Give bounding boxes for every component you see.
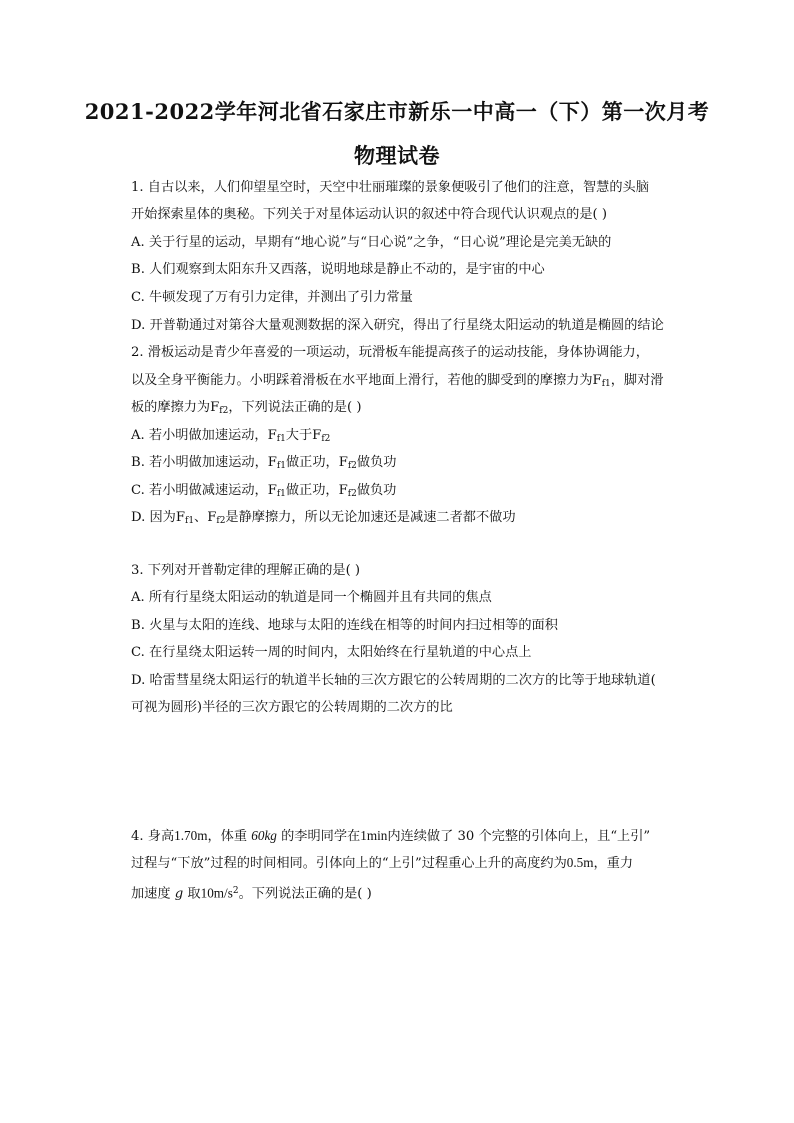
q2-option-a: A. 若小明做加速运动，$F_{f1}$大于$F_{f2}$ (131, 428, 331, 445)
q4-stem-line1: 4. 身高1.70m，体重 60kg 的李明同学在1min内连续做了 30 个完整的引体向上，且“上引” (131, 828, 651, 844)
q3-option-c: C. 在行星绕太阳运转一周的时间内，太阳始终在行星轨道的中心点上 (131, 645, 532, 660)
q2-stem-line1: 2. 滑板运动是青少年喜爱的一项运动，玩滑板车能提高孩子的运动技能，身体协调能力， (131, 345, 649, 360)
q3-stem: 3. 下列对开普勒定律的理解正确的是( ) (131, 563, 361, 578)
q1-stem-line1: 1. 自古以来，人们仰望星空时，天空中壮丽璀璨的景象便吸引了他们的注意，智慧的头脑 (131, 180, 649, 195)
q3-option-d-line2: 可视为圆形)半径的三次方跟它的公转周期的二次方的比 (131, 700, 453, 715)
q3-option-b: B. 火星与太阳的连线、地球与太阳的连线在相等的时间内扫过相等的面积 (131, 618, 558, 633)
q1-option-b: B. 人们观察到太阳东升又西落，说明地球是静止不动的，是宇宙的中心 (131, 262, 545, 277)
q3-option-d-line1: D. 哈雷彗星绕太阳运行的轨道半长轴的三次方跟它的公转周期的二次方的比等于地球轨道( (131, 673, 656, 688)
q1-option-a: A. 关于行星的运动，早期有“地心说”与“日心说”之争，“日心说”理论是完美无缺的 (131, 235, 612, 250)
q1-option-c: C. 牛顿发现了万有引力定律，并测出了引力常量 (131, 290, 413, 305)
exam-title: 2021-2022学年河北省石家庄市新乐一中高一（下）第一次月考 (84, 99, 710, 124)
q2-stem-line3: 板的摩擦力为$F_{f2}$，下列说法正确的是( ) (131, 400, 362, 417)
q2-stem-line2: 以及全身平衡能力。小明踩着滑板在水平地面上滑行，若他的脚受到的摩擦力为$F_{f1}$，脚对滑 (131, 373, 664, 390)
q4-stem-line2: 过程与“下放”过程的时间相同。引体向上的“上引”过程重心上升的高度约为0.5m，重力 (131, 855, 634, 871)
exam-subtitle: 物理试卷 (354, 143, 440, 168)
q2-option-d: D. 因为$F_{f1}$、$F_{f2}$是静摩擦力，所以无论加速还是减速二者都不做功 (131, 510, 516, 527)
q4-stem-line3: 加速度 g 取$10m/s^2$。下列说法正确的是( ) (131, 885, 372, 902)
q1-stem-line2: 开始探索星体的奥秘。下列关于对星体运动认识的叙述中符合现代认识观点的是( ) (131, 207, 608, 222)
q2-option-b: B. 若小明做加速运动，$F_{f1}$做正功，$F_{f2}$做负功 (131, 455, 397, 472)
q1-option-d: D. 开普勒通过对第谷大量观测数据的深入研究，得出了行星绕太阳运动的轨道是椭圆的结论 (131, 318, 664, 333)
q2-option-c: C. 若小明做减速运动，$F_{f1}$做正功，$F_{f2}$做负功 (131, 483, 397, 500)
q3-option-a: A. 所有行星绕太阳运动的轨道是同一个椭圆并且有共同的焦点 (131, 590, 492, 605)
